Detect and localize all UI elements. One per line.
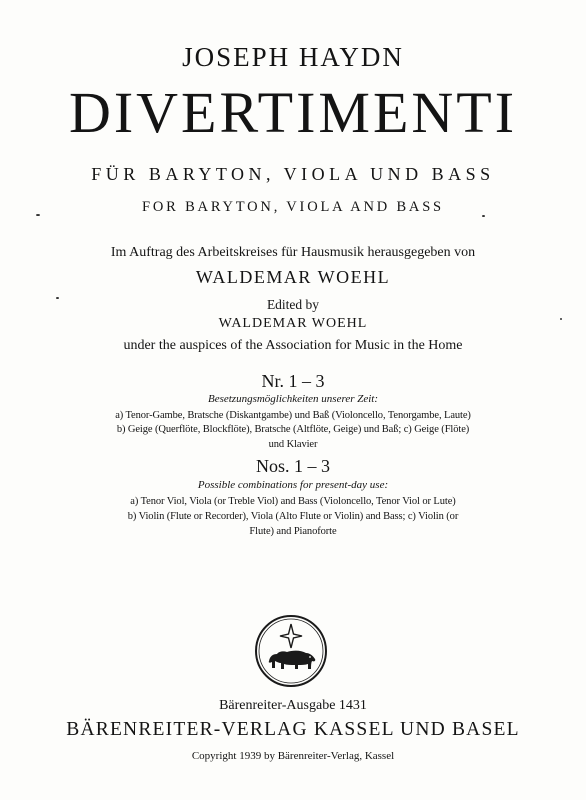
numbers-english: Nos. 1 – 3 bbox=[255, 456, 330, 476]
numbers-german: Nr. 1 – 3 bbox=[261, 371, 325, 391]
instrumentation-line-english: a) Tenor Viol, Viola (or Treble Viol) and Bass (Violoncello, Tenor Viol or Lute) bbox=[130, 496, 456, 507]
instrumentation-line-german: b) Geige (Querflöte, Blockflöte), Bratsche (Altflöte, Geige) und Baß; c) Geige (Flöte) bbox=[116, 424, 470, 435]
print-speck bbox=[56, 297, 59, 299]
edition-number: Bärenreiter-Ausgabe 1431 bbox=[219, 698, 367, 713]
baerenreiter-bear-star-emblem-icon bbox=[253, 613, 329, 689]
instrumentation-line-german: a) Tenor-Gambe, Bratsche (Diskantgambe) und Baß (Violoncello, Tenorgambe, Laute) bbox=[115, 410, 471, 421]
subtitle-english: FOR BARYTON, VIOLA AND BASS bbox=[142, 199, 444, 215]
copyright-notice: Copyright 1939 by Bärenreiter-Verlag, Kassel bbox=[191, 750, 395, 762]
commission-text-german: Im Auftrag des Arbeitskreises für Hausmusik herausgegeben von bbox=[110, 245, 476, 260]
editor-name-english: WALDEMAR WOEHL bbox=[218, 316, 368, 331]
auspices-text: under the auspices of the Association for Music in the Home bbox=[123, 338, 463, 353]
instrumentation-line-english: b) Violin (Flute or Recorder), Viola (Alto Flute or Violin) and Bass; c) Violin (or bbox=[127, 511, 459, 522]
edited-by-label: Edited by bbox=[266, 297, 320, 312]
subtitle-german: FÜR BARYTON, VIOLA UND BASS bbox=[91, 164, 495, 184]
instrumentation-heading-german: Besetzungsmöglichkeiten unserer Zeit: bbox=[207, 393, 379, 405]
instrumentation-line-english: Flute) and Pianoforte bbox=[249, 526, 337, 537]
editor-name-german: WALDEMAR WOEHL bbox=[195, 267, 391, 287]
instrumentation-line-german: und Klavier bbox=[268, 439, 318, 450]
publisher-name: BÄRENREITER-VERLAG KASSEL UND BASEL bbox=[66, 719, 520, 740]
print-speck bbox=[560, 318, 562, 320]
instrumentation-heading-english: Possible combinations for present-day use: bbox=[197, 479, 389, 491]
print-speck bbox=[482, 215, 485, 217]
print-speck bbox=[36, 214, 40, 216]
main-title: DIVERTIMENTI bbox=[68, 80, 518, 145]
composer-name: JOSEPH HAYDN bbox=[182, 42, 404, 72]
